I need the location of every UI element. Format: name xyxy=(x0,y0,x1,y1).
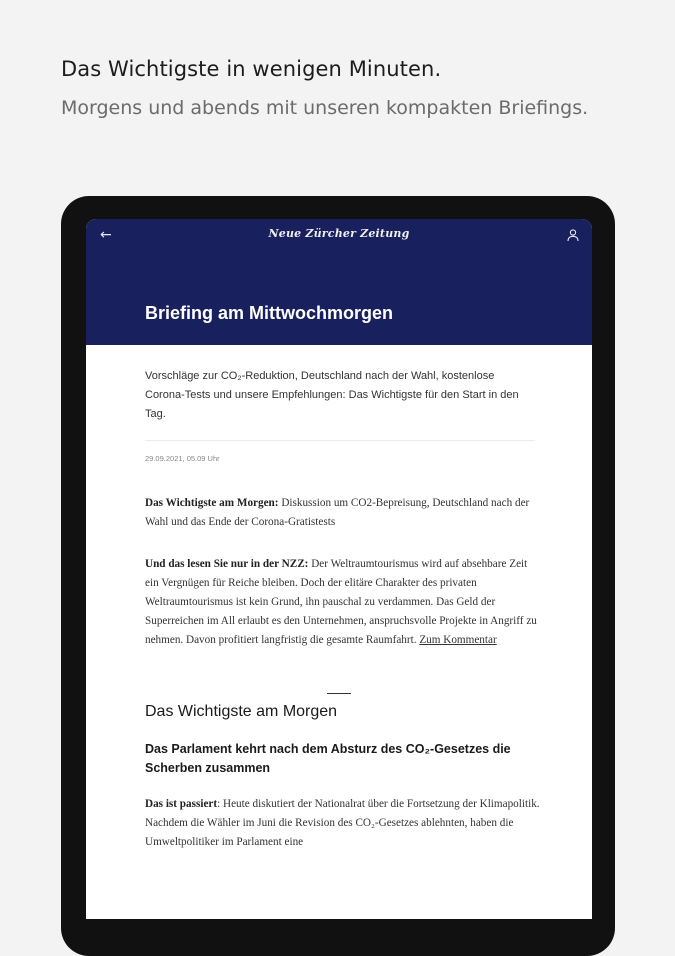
logo: Neue Zürcher Zeitung xyxy=(268,227,410,240)
section-heading: Das Wichtigste am Morgen xyxy=(145,703,338,720)
paragraph-label: Das ist passiert xyxy=(145,798,218,810)
user-icon[interactable] xyxy=(566,228,580,242)
article-lead: Vorschläge zur CO₂-Reduktion, Deutschland nach der Wahl, kostenlose Corona-Tests und unsere Empfehlungen: Das Wichtigste für den Start in den Tag. xyxy=(145,370,519,420)
app-header xyxy=(86,219,592,345)
arrow-left-icon[interactable]: ← xyxy=(100,227,112,243)
paragraph-exclusive xyxy=(145,555,540,650)
paragraph-label: Und das lesen Sie nur in der NZZ: xyxy=(145,558,309,570)
comment-link[interactable]: Zum Kommentar xyxy=(419,634,497,646)
promo-subtitle: Morgens und abends mit unseren kompakten Briefings. xyxy=(61,97,589,119)
paragraph-happened xyxy=(145,795,540,852)
briefing-title: Briefing am Mittwochmorgen xyxy=(145,303,394,323)
paragraph-label: Das Wichtigste am Morgen: xyxy=(145,497,279,509)
section-rule xyxy=(327,693,351,694)
paragraph-text: Der Weltraumtourismus wird auf absehbare Zeit ein Vergnügen für Reiche bleiben. Doch der elitäre Charakter des privaten Weltraumtourismus ist kein Grund, ihn pauschal zu verdammen. Das Geld der Superreichen im All erlaubt es den Unternehmen, anspruchsvolle Projekte in Angriff zu nehmen. Davon profitiert langfristig die gesamte Raumfahrt. xyxy=(145,558,537,646)
paragraph-text: Diskussion um CO2-Bepreisung, Deutschland nach der Wahl und das Ende der Corona-Gratistests xyxy=(145,497,530,528)
dateline: 29.09.2021, 05.09 Uhr xyxy=(145,454,220,463)
paragraph-text: : Heute diskutiert der Nationalrat über die Fortsetzung der Klimapolitik. Nachdem die Wähler im Juni die Revision des CO₂-Gesetzes ablehnten, haben die Umweltpolitiker im Parlament eine xyxy=(145,798,540,848)
divider xyxy=(145,440,535,441)
paragraph-highlights xyxy=(145,494,540,532)
article-content xyxy=(86,367,592,852)
promo-title: Das Wichtigste in wenigen Minuten. xyxy=(61,57,442,81)
app-screen xyxy=(86,219,592,919)
article-heading[interactable]: Das Parlament kehrt nach dem Absturz des CO₂-Gesetzes die Scherben zusammen xyxy=(145,742,511,775)
